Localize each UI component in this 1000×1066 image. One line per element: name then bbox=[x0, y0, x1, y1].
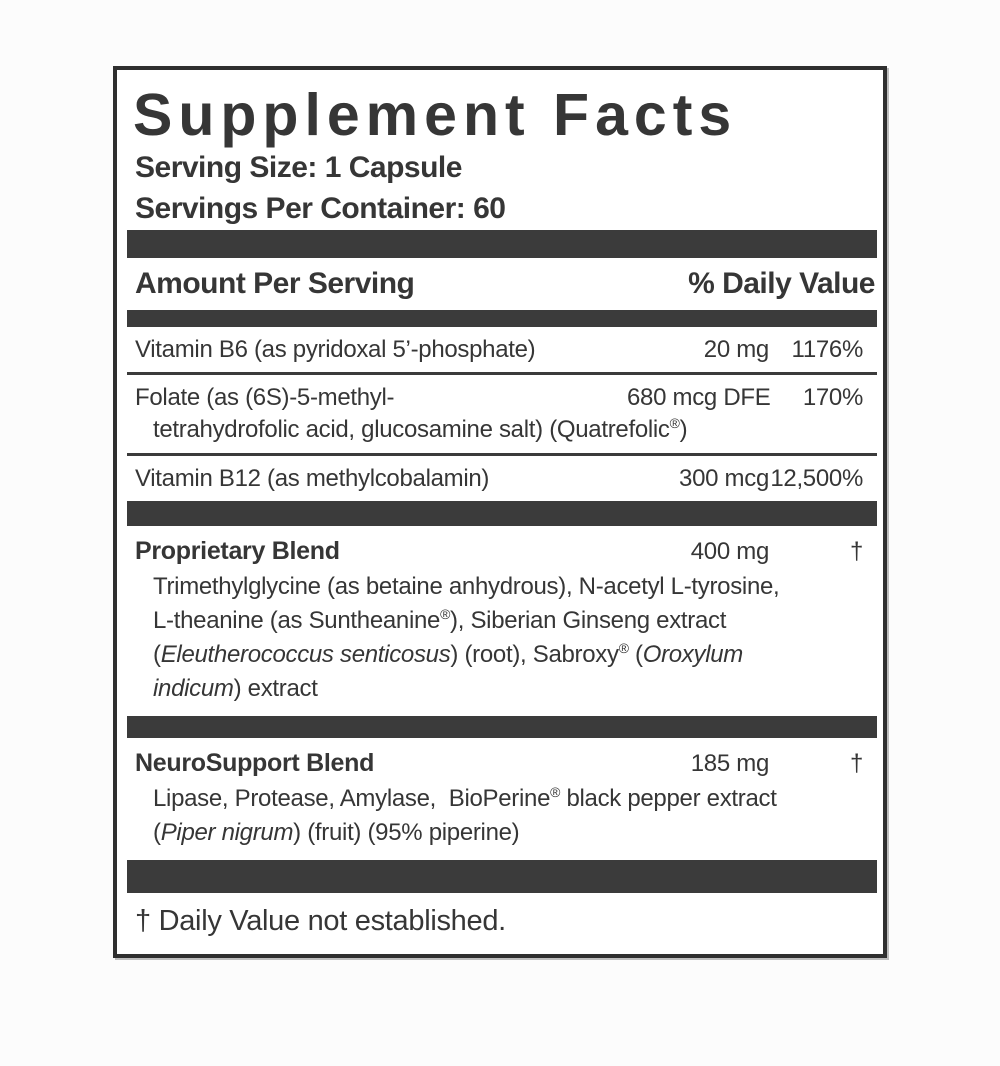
nutrient-name: Folate (as (6S)-5-methyl- bbox=[135, 384, 395, 412]
blend-section-neurosupport bbox=[117, 738, 883, 860]
nutrient-row-vitamin-b12 bbox=[117, 456, 883, 502]
nutrient-row-folate bbox=[117, 375, 883, 452]
divider-bar-top bbox=[127, 230, 877, 258]
nutrient-daily-value: 1176% bbox=[791, 335, 863, 363]
nutrient-daily-value: 12,500% bbox=[770, 464, 863, 492]
nutrient-amount: 680 mcg DFE bbox=[627, 384, 771, 412]
column-header-row bbox=[117, 258, 883, 310]
blend-amount: 400 mg bbox=[690, 538, 769, 566]
daily-value-header: % Daily Value bbox=[688, 266, 875, 300]
nutrient-name: Vitamin B6 (as pyridoxal 5’-phosphate) bbox=[135, 335, 536, 363]
nutrient-amount: 20 mg bbox=[703, 335, 769, 363]
blend-section-proprietary bbox=[117, 526, 883, 716]
serving-size: Serving Size: 1 Capsule bbox=[135, 151, 462, 184]
blend-description-line: L-theanine (as Suntheanine®), Siberian Ginseng extract bbox=[153, 606, 727, 635]
blend-name: Proprietary Blend bbox=[135, 537, 340, 566]
amount-per-serving-header: Amount Per Serving bbox=[135, 266, 415, 300]
nutrient-daily-value: 170% bbox=[802, 384, 863, 412]
blend-description-line: Lipase, Protease, Amylase, BioPerine® black pepper extract bbox=[153, 783, 777, 812]
blend-description-line: (Eleutherococcus senticosus) (root), Sabroxy® (Oroxylum bbox=[153, 640, 743, 669]
divider-bar-bottom bbox=[127, 860, 877, 893]
nutrient-amount: 300 mcg bbox=[679, 464, 769, 492]
divider-bar-mid-1 bbox=[127, 501, 877, 526]
blend-amount: 185 mg bbox=[690, 750, 769, 778]
panel-title: Supplement Facts bbox=[133, 82, 738, 148]
nutrient-row-vitamin-b6 bbox=[117, 327, 883, 373]
dagger-symbol: † bbox=[849, 750, 863, 778]
blend-description-line: Trimethylglycine (as betaine anhydrous), N-acetyl L-tyrosine, bbox=[153, 572, 780, 600]
blend-description-line: indicum) extract bbox=[153, 675, 318, 703]
dagger-symbol: † bbox=[849, 538, 863, 566]
nutrient-name: Vitamin B12 (as methylcobalamin) bbox=[135, 464, 490, 492]
supplement-facts-panel bbox=[113, 66, 887, 958]
footnote: † Daily Value not established. bbox=[135, 904, 506, 937]
blend-description-line: (Piper nigrum) (fruit) (95% piperine) bbox=[153, 818, 520, 846]
divider-bar-header bbox=[127, 310, 877, 327]
nutrient-name-continued: tetrahydrofolic acid, glucosamine salt) (Quatrefolic®) bbox=[153, 415, 688, 444]
blend-name: NeuroSupport Blend bbox=[135, 749, 375, 778]
servings-per-container: Servings Per Container: 60 bbox=[135, 192, 506, 226]
divider-bar-mid-2 bbox=[127, 716, 877, 738]
